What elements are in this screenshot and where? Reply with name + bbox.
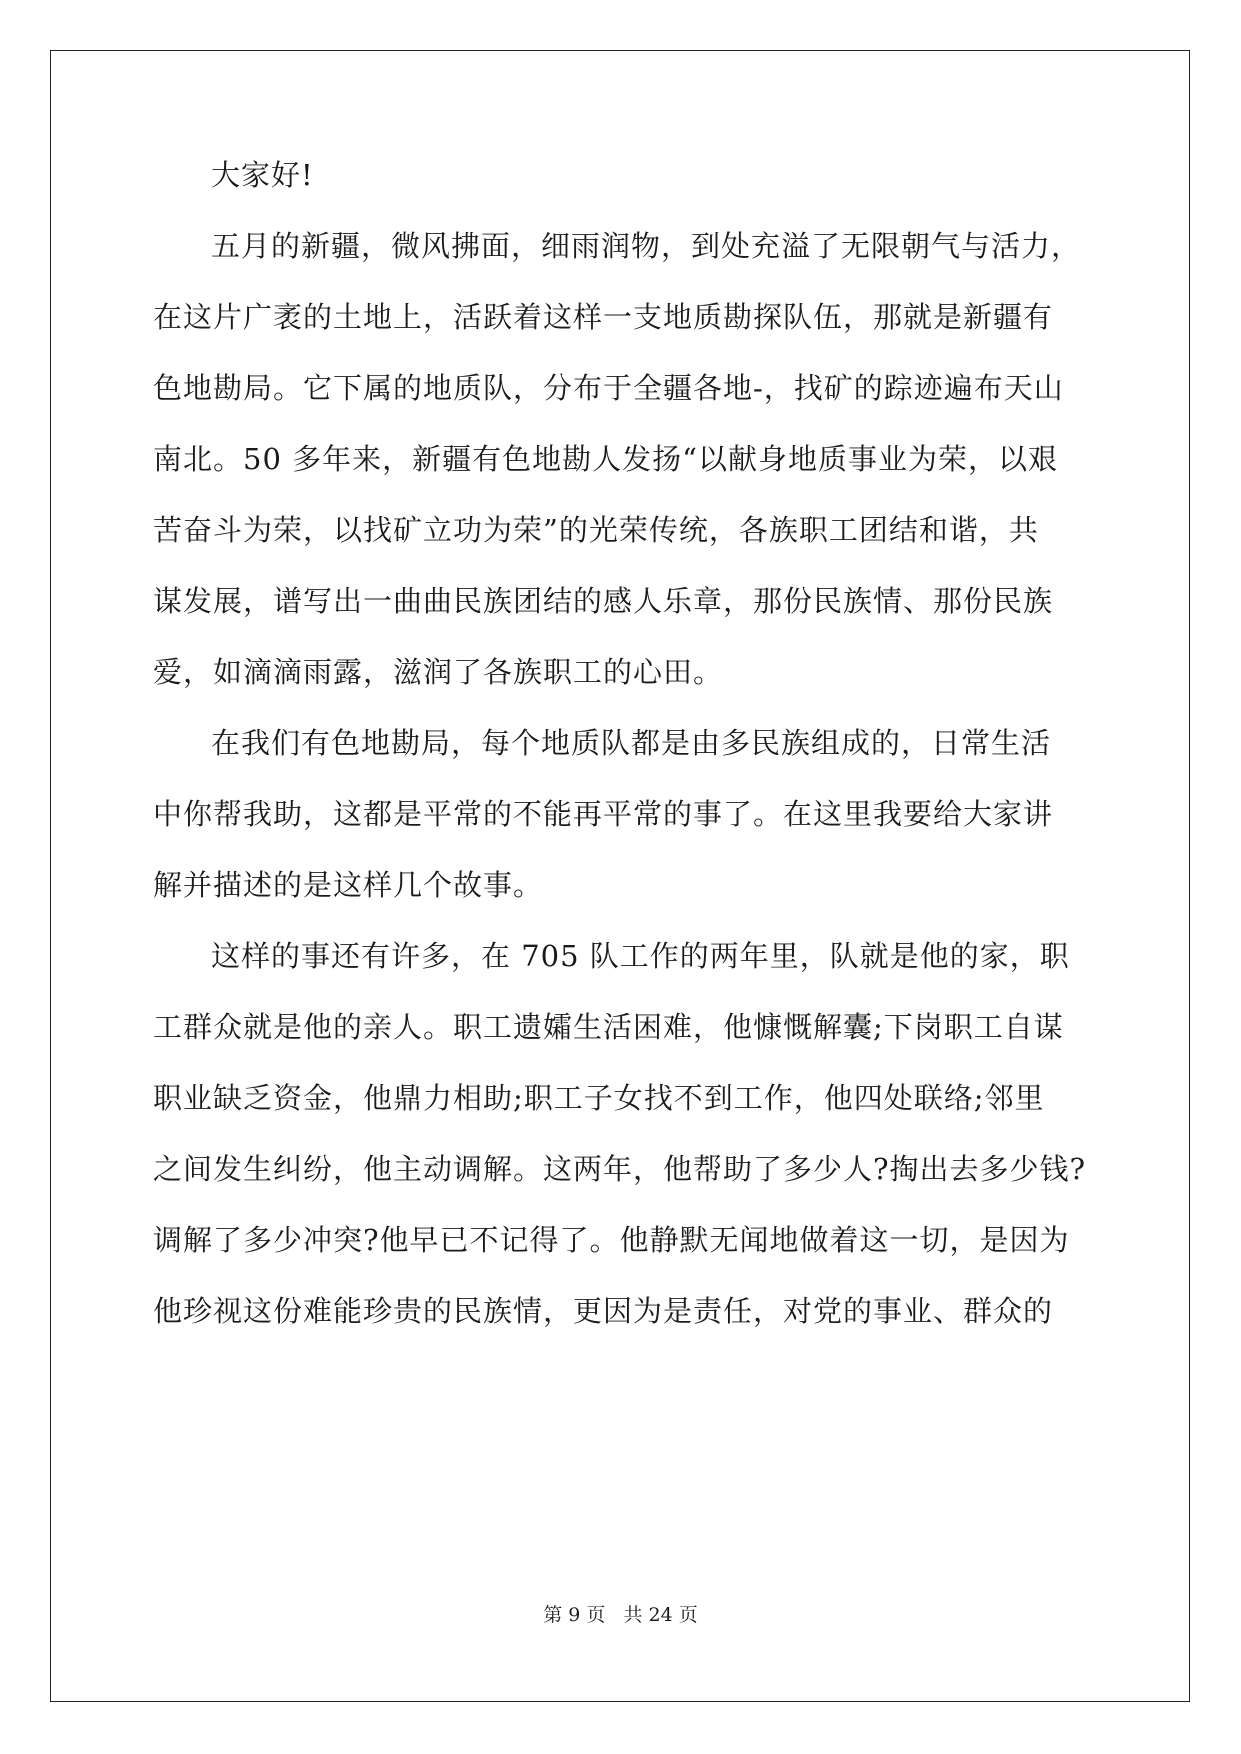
- text-line: 中你帮我助，这都是平常的不能再平常的事了。在这里我要给大家讲: [153, 797, 1054, 831]
- text-line: 解并描述的是这样几个故事。: [153, 868, 544, 902]
- text-line: 在我们有色地勘局，每个地质队都是由多民族组成的，日常生活: [211, 726, 1052, 760]
- text-line: 他珍视这份难能珍贵的民族情，更因为是责任，对党的事业、群众的: [153, 1294, 1054, 1328]
- text-line: 在这片广袤的土地上，活跃着这样一支地质勘探队伍，那就是新疆有: [153, 300, 1054, 334]
- text-line: 谋发展，谱写出一曲曲民族团结的感人乐章，那份民族情、那份民族: [153, 584, 1054, 618]
- text-line: 工群众就是他的亲人。职工遗孀生活困难，他慷慨解囊;下岗职工自谋: [153, 1010, 1064, 1044]
- page-number-footer: 第 9 页 共 24 页: [543, 1604, 698, 1626]
- text-line: 职业缺乏资金，他鼎力相助;职工子女找不到工作，他四处联络;邻里: [153, 1081, 1045, 1115]
- text-line: 五月的新疆，微风拂面，细雨润物，到处充溢了无限朝气与活力，: [211, 229, 1082, 263]
- text-line: 这样的事还有许多，在 705 队工作的两年里，队就是他的家，职: [211, 939, 1070, 973]
- text-line: 爱，如滴滴雨露，滋润了各族职工的心田。: [153, 655, 724, 689]
- text-line-greeting: 大家好!: [211, 158, 314, 192]
- text-line: 南北。50 多年来，新疆有色地勘人发扬“以献身地质事业为荣，以艰: [153, 442, 1058, 476]
- text-line: 苦奋斗为荣，以找矿立功为荣”的光荣传统，各族职工团结和谐，共: [153, 513, 1039, 547]
- text-line: 之间发生纠纷，他主动调解。这两年，他帮助了多少人?掏出去多少钱?: [153, 1152, 1087, 1186]
- text-line: 调解了多少冲突?他早已不记得了。他静默无闻地做着这一切，是因为: [153, 1223, 1070, 1257]
- text-line: 色地勘局。它下属的地质队，分布于全疆各地-，找矿的踪迹遍布天山: [153, 371, 1064, 405]
